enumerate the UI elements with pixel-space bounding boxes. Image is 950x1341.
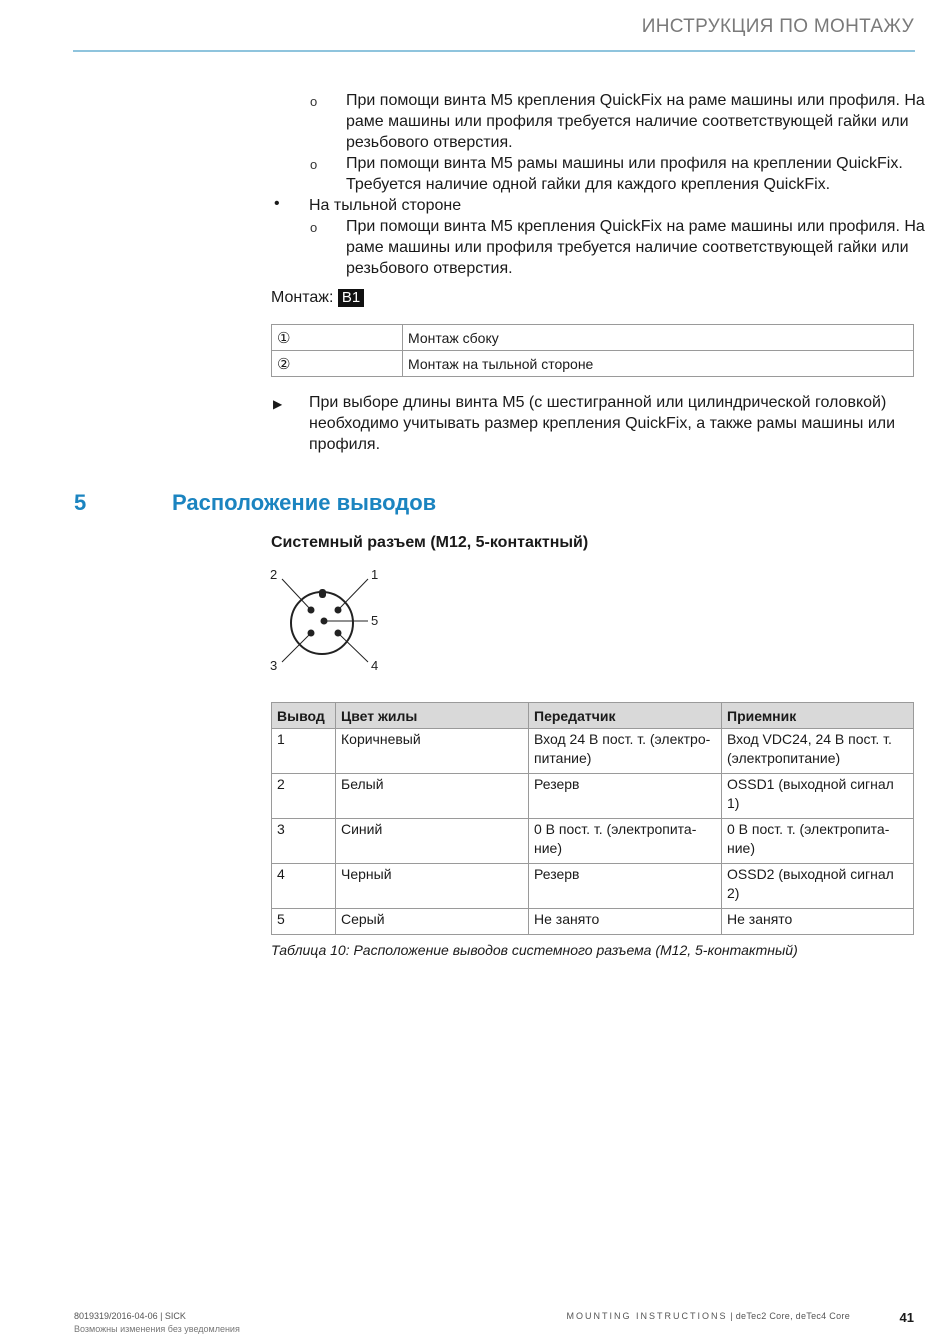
wire-color-cell: Синий xyxy=(336,819,529,864)
instruction-arrow-icon: ▶ xyxy=(273,397,283,411)
receiver-cell: 0 В пост. т. (электропита- ние) xyxy=(722,819,914,864)
header-title: ИНСТРУКЦИЯ ПО МОНТАЖУ xyxy=(641,16,914,37)
list-item-rear: На тыльной стороне xyxy=(309,197,462,214)
mounting-label-row xyxy=(271,287,364,308)
transmitter-cell: Вход 24 В пост. т. (электро- питание) xyxy=(529,729,722,774)
instruction-text: При выборе длины винта M5 (с шестигранной или цилиндрической головкой) необходимо учитывать размер крепления QuickFix, а также рамы машины или профиля. xyxy=(309,394,896,453)
pin-number-cell: 1 xyxy=(272,729,336,774)
table-row xyxy=(272,351,914,377)
column-header-transmitter: Передатчик xyxy=(529,703,722,729)
mount-description: Монтаж на тыльной стороне xyxy=(403,351,914,377)
table-caption: Таблица 10: Расположение выводов системного разъема (M12, 5-контактный) xyxy=(271,942,798,958)
sub-bullet-marker: o xyxy=(310,94,318,109)
table-row xyxy=(272,774,914,819)
mounting-label: Монтаж: xyxy=(271,289,334,306)
footer-product xyxy=(567,1311,851,1321)
pin-assignment-table xyxy=(271,702,914,935)
leader-line-1 xyxy=(338,579,368,610)
page-number: 41 xyxy=(899,1310,914,1325)
sub-bullet-marker: o xyxy=(310,220,318,235)
pin-label-1: 1 xyxy=(371,567,379,582)
transmitter-cell: Резерв xyxy=(529,774,722,819)
leader-line-3 xyxy=(282,633,311,662)
table-row xyxy=(272,729,914,774)
table-row xyxy=(272,864,914,909)
pin-number-cell: 2 xyxy=(272,774,336,819)
pin-label-3: 3 xyxy=(270,658,278,673)
header-divider xyxy=(73,50,915,52)
receiver-cell: OSSD1 (выходной сигнал 1) xyxy=(722,774,914,819)
section-subtitle: Системный разъем (M12, 5-контактный) xyxy=(271,534,589,551)
section-number: 5 xyxy=(74,490,87,515)
wire-color-cell: Коричневый xyxy=(336,729,529,774)
wire-color-cell: Серый xyxy=(336,909,529,935)
column-header-wire-color: Цвет жилы xyxy=(336,703,529,729)
receiver-cell: Вход VDC24, 24 В пост. т. (электропитание) xyxy=(722,729,914,774)
receiver-cell: Не занято xyxy=(722,909,914,935)
section-title: Расположение выводов xyxy=(172,490,437,515)
mount-number: ② xyxy=(272,351,403,377)
mounting-badge: B1 xyxy=(338,289,364,307)
pin-label-5: 5 xyxy=(371,613,379,628)
wire-color-cell: Белый xyxy=(336,774,529,819)
column-header-pin: Вывод xyxy=(272,703,336,729)
footer-note: Возможны изменения без уведомления xyxy=(74,1324,240,1334)
transmitter-cell: 0 В пост. т. (электропита- ние) xyxy=(529,819,722,864)
sub-bullet-marker: o xyxy=(310,157,318,172)
list-sub-item-2: При помощи винта M5 рамы машины или профиля на креплении QuickFix. Требуется наличие одной гайки для каждого крепления QuickFix. xyxy=(346,155,903,193)
table-row xyxy=(272,819,914,864)
footer-doc-id: 8019319/2016-04-06 | SICK xyxy=(74,1311,186,1321)
bullet-marker: • xyxy=(274,195,280,212)
mount-description: Монтаж сбоку xyxy=(403,325,914,351)
pin-number-cell: 5 xyxy=(272,909,336,935)
connector-pin-diagram xyxy=(262,562,392,674)
footer-products: | deTec2 Core, deTec4 Core xyxy=(727,1311,850,1321)
table-header-row xyxy=(272,703,914,729)
pin-label-2: 2 xyxy=(270,567,278,582)
pin-number-cell: 3 xyxy=(272,819,336,864)
mounting-table xyxy=(271,324,914,377)
list-sub-item-3: При помощи винта M5 крепления QuickFix на раме машины или профиля. На раме машины или профиля требуется наличие соответствующей гайки или резьбового отверстия. xyxy=(346,218,925,277)
footer-doc-type: MOUNTING INSTRUCTIONS xyxy=(566,1311,728,1321)
receiver-cell: OSSD2 (выходной сигнал 2) xyxy=(722,864,914,909)
transmitter-cell: Не занято xyxy=(529,909,722,935)
table-row xyxy=(272,909,914,935)
table-row xyxy=(272,325,914,351)
mount-number: ① xyxy=(272,325,403,351)
pin-number-cell: 4 xyxy=(272,864,336,909)
wire-color-cell: Черный xyxy=(336,864,529,909)
column-header-receiver: Приемник xyxy=(722,703,914,729)
list-sub-item-1: При помощи винта M5 крепления QuickFix на раме машины или профиля. На раме машины или профиля требуется наличие соответствующей гайки или резьбового отверстия. xyxy=(346,92,925,151)
pin-label-4: 4 xyxy=(371,658,379,673)
transmitter-cell: Резерв xyxy=(529,864,722,909)
connector-key xyxy=(319,589,326,598)
